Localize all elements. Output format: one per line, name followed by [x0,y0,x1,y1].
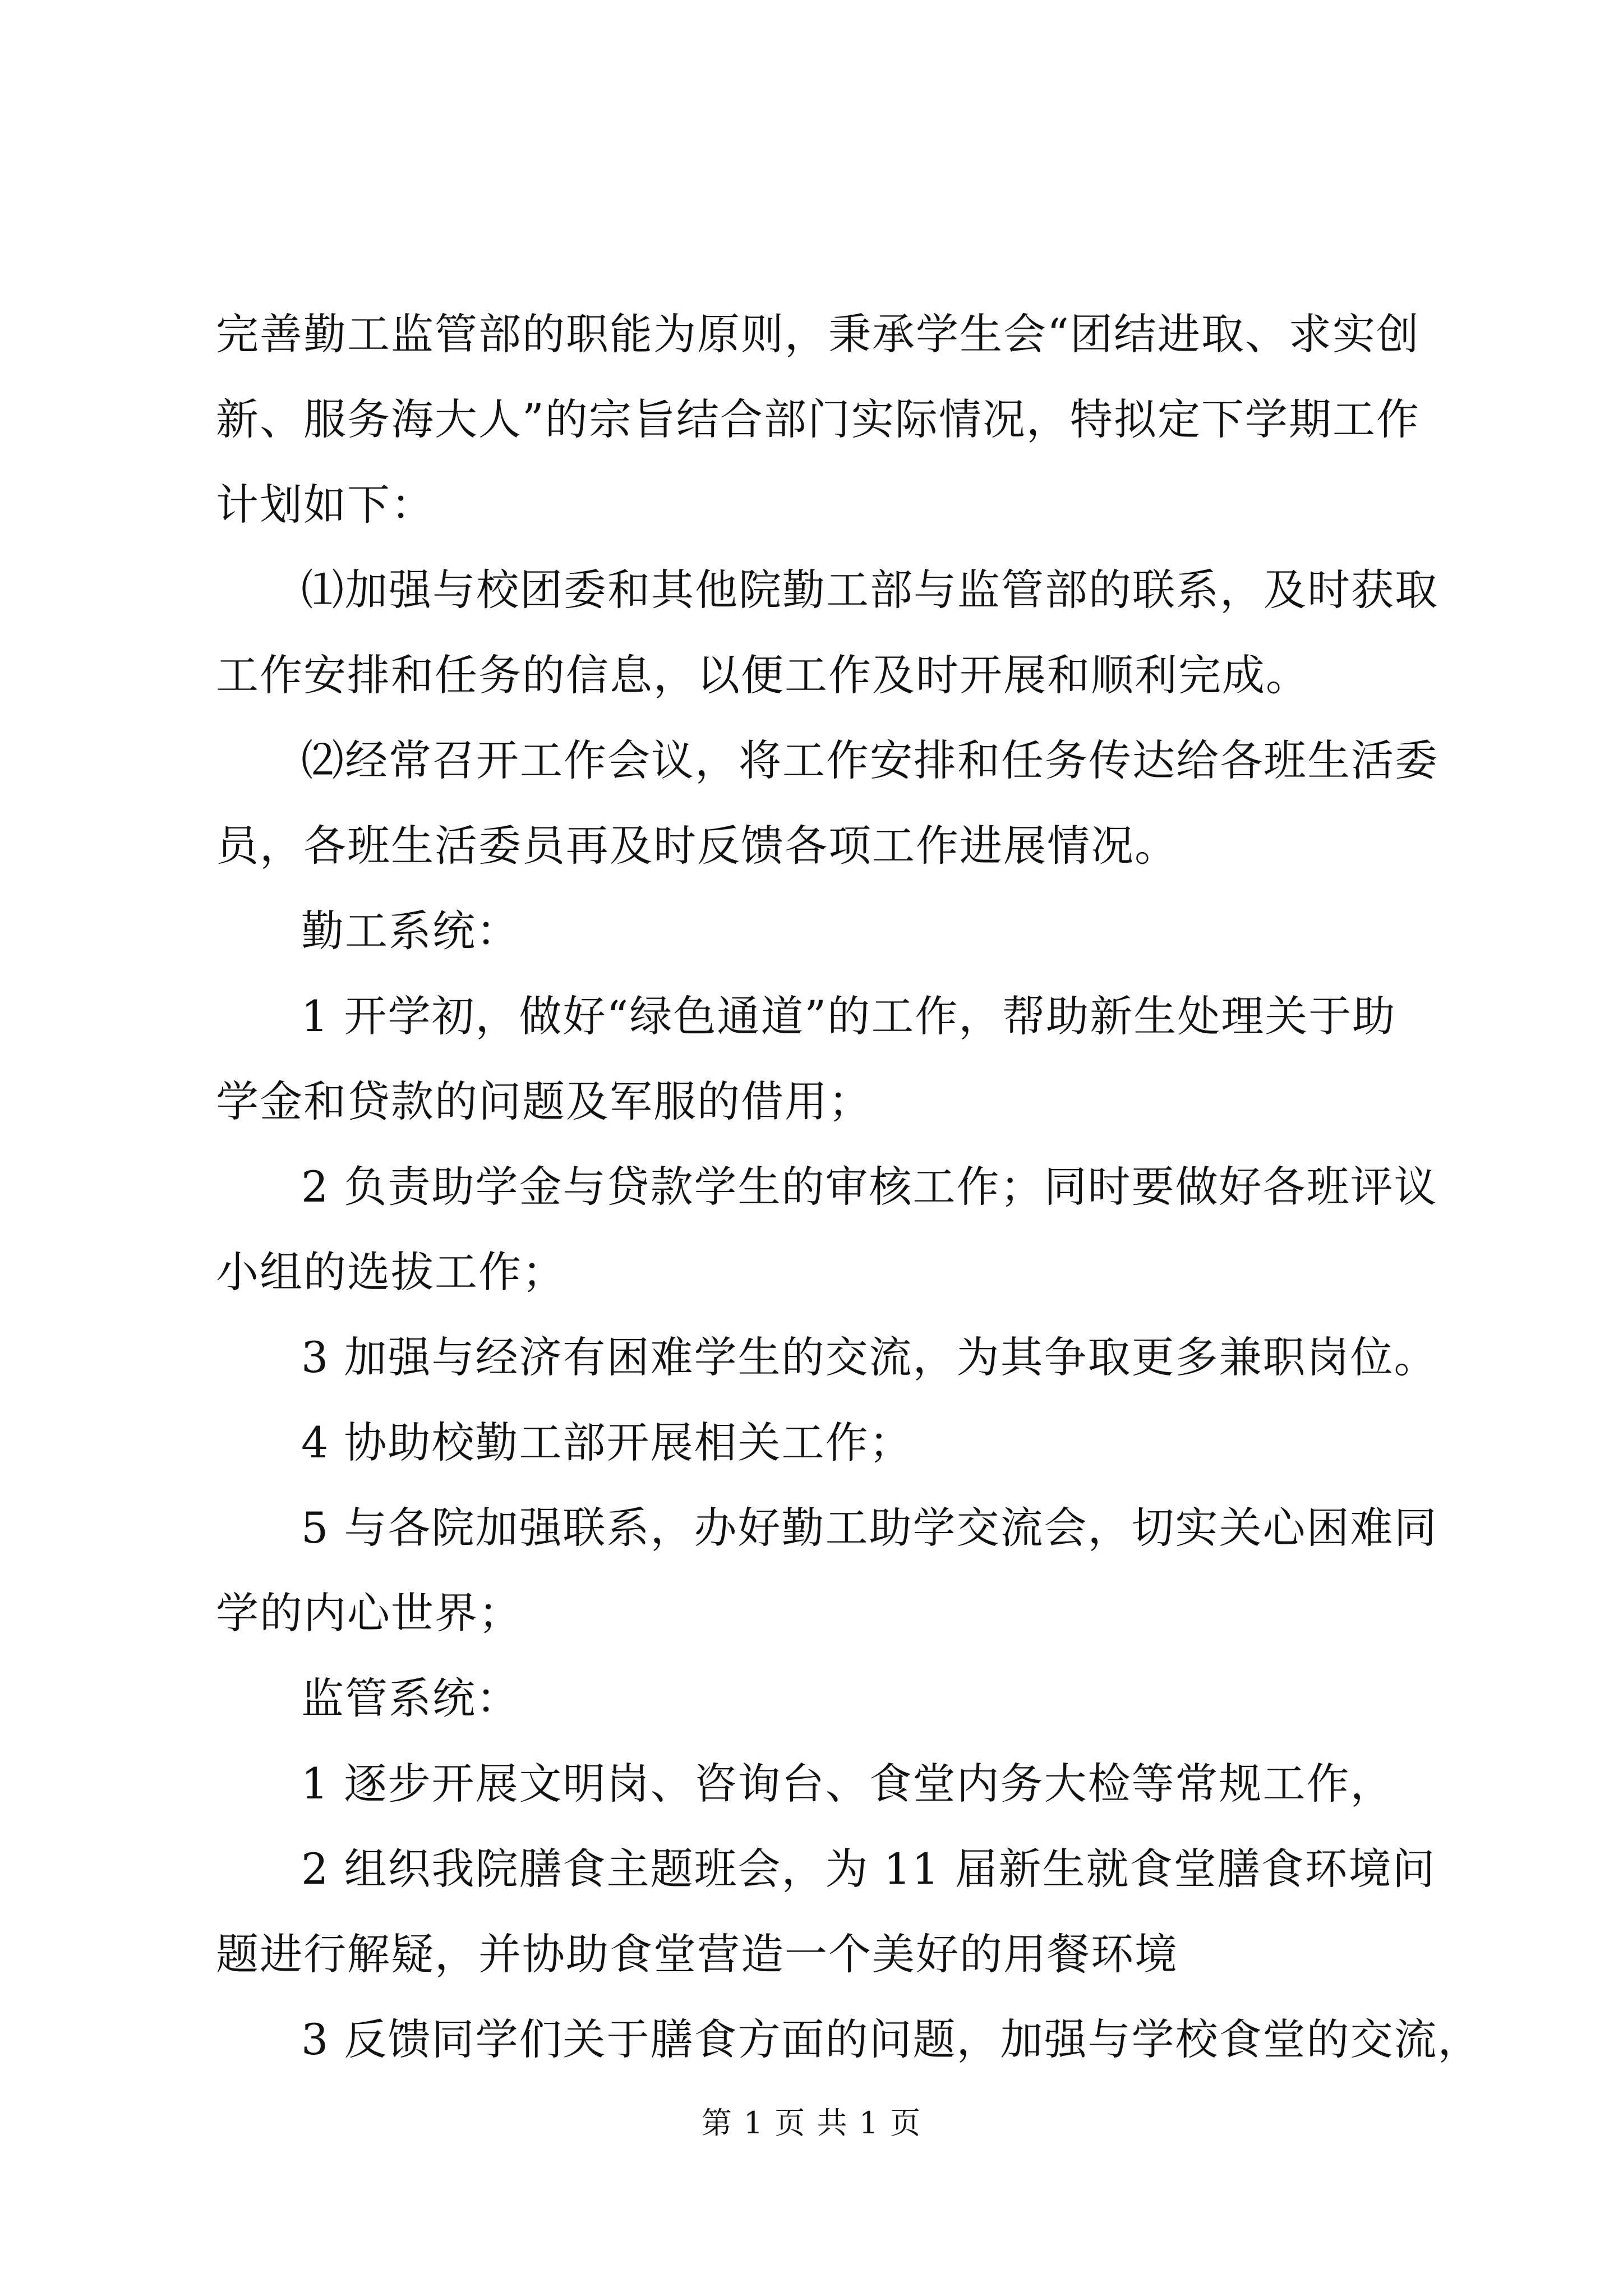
body-line-21: 3 反馈同学们关于膳食方面的问题，加强与学校食堂的交流， [301,2014,1482,2064]
body-line-10: 学金和贷款的问题及军服的借用； [216,1076,872,1126]
body-line-12: 小组的选拔工作； [216,1247,566,1297]
body-line-14: 4 协助校勤工部开展相关工作； [301,1418,913,1467]
body-line-18: 1 逐步开展文明岗、咨询台、食堂内务大检等常规工作， [301,1759,1394,1809]
body-line-6: ⑵经常召开工作会议，将工作安排和任务传达给各班生活委 [301,735,1438,785]
body-line-9: 1 开学初，做好“绿色通道”的工作，帮助新生处理关于助 [301,991,1396,1041]
body-line-3: 计划如下： [216,480,435,530]
body-line-15: 5 与各院加强联系，办好勤工助学交流会，切实关心困难同 [301,1503,1438,1553]
section-heading-jianguan: 监管系统： [301,1673,520,1723]
body-line-19: 2 组织我院膳食主题班会，为 11 届新生就食堂膳食环境问 [301,1844,1436,1894]
body-line-13: 3 加强与经济有困难学生的交流，为其争取更多兼职岗位。 [301,1332,1438,1382]
body-line-11: 2 负责助学金与贷款学生的审核工作；同时要做好各班评议 [301,1162,1438,1212]
page-footer: 第 1 页 共 1 页 [701,2105,922,2141]
body-line-7: 员，各班生活委员再及时反馈各项工作进展情况。 [216,821,1178,871]
body-line-20: 题进行解疑，并协助食堂营造一个美好的用餐环境 [216,1929,1178,1979]
body-line-2: 新、服务海大人”的宗旨结合部门实际情况，特拟定下学期工作 [216,394,1420,444]
section-heading-qingong: 勤工系统： [301,906,520,956]
body-line-5: 工作安排和任务的信息，以便工作及时开展和顺利完成。 [216,650,1310,700]
body-line-4: ⑴加强与校团委和其他院勤工部与监管部的联系，及时获取 [301,565,1438,615]
document-body [216,292,1482,2082]
body-line-16: 学的内心世界； [216,1588,522,1638]
body-line-1: 完善勤工监管部的职能为原则，秉承学生会“团结进取、求实创 [216,309,1420,359]
